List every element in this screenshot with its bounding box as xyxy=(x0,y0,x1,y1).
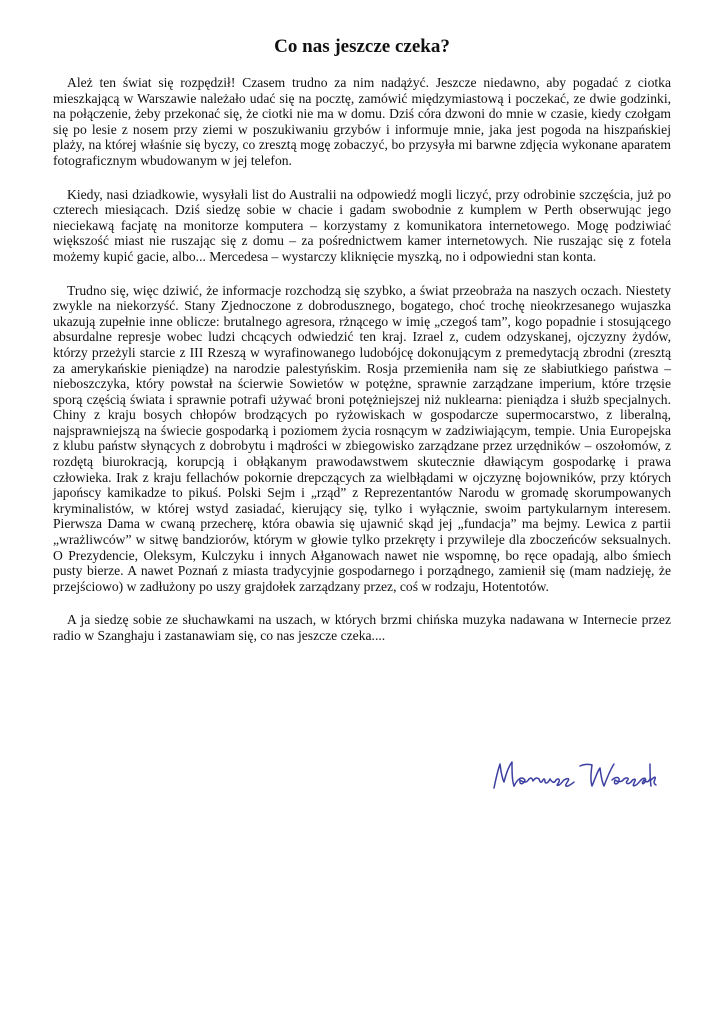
paragraph-1: Ależ ten świat się rozpędził! Czasem trudno za nim nadążyć. Jeszcze niedawno, aby pogadać z ciotka mieszkającą w Warszawie należało udać się na pocztę, zamówić międzymiastową i poczekać, ze dwie godzinki, na połączenie, żeby przekonać się, że ciotki nie ma w domu. Dziś córa dzwoni do mnie w czasie, kiedy czołgam się po lesie z nosem przy ziemi w poszukiwaniu grzybów i informuje mnie, jaka jest pogoda na hiszpańskiej plaży, na której właśnie się byczy, co zresztą mogę zobaczyć, bo przysyła mi barwne zdjęcia wykonane aparatem fotograficznym wbudowanym w jej telefon. xyxy=(53,75,671,168)
document-body xyxy=(53,75,671,662)
handwritten-signature xyxy=(488,752,658,800)
paragraph-2: Kiedy, nasi dziadkowie, wysyłali list do Australii na odpowiedź mogli liczyć, przy odrobinie szczęścia, już po czterech miesiącach. Dziś siedzę sobie w chacie i gadam swobodnie z kumplem w Perth obserwując jego nieciekawą facjatę na monitorze komputera – korzystamy z komunikatora internetowego. Mogę podziwiać większość miast nie ruszając się z domu – za pośrednictwem kamer internetowych. Nie ruszając się z fotela możemy kupić gacie, albo... Mercedesa – wystarczy kliknięcie myszką, no i odpowiedni stan konta. xyxy=(53,186,671,264)
paragraph-4: A ja siedzę sobie ze słuchawkami na uszach, w których brzmi chińska muzyka nadawana w Internecie przez radio w Szanghaju i zastanawiam się, co nas jeszcze czeka.... xyxy=(53,612,671,643)
paragraph-3: Trudno się, więc dziwić, że informacje rozchodzą się szybko, a świat przeobraża na naszych oczach. Niestety zwykle na niekorzyść. Stany Zjednoczone z dobrodusznego, bogatego, choć trochę nieokrzesanego wujaszka ukazują zupełnie inne oblicze: brutalnego agresora, rżnącego w imię „czegoś tam”, kogo popadnie i stosującego absurdalne represje wobec ludzi chcących odwiedzić ten kraj. Izrael z, cudem odzyskanej, ojczyzny żydów, którzy przeżyli starcie z III Rzeszą w wyrafinowanego ludobójcę dokonującym z premedytacją zbrodni (zresztą za amerykańskie pieniądze) na narodzie palestyńskim. Rosja przemieniła nam się ze słabiutkiego państwa – nieboszczyka, który powstał na ścierwie Sowietów w potężne, sprawnie zarządzane imperium, które trzęsie sporą częścią świata i sprawnie potrafi używać broni potężniejszej niż nuklearna: pieniądza i służb specjalnych. Chiny z kraju bosych chłopów brodzących po ryżowiskach w gospodarcze supermocarstwo, z liberalną, najsprawniejszą na świecie gospodarką i poziomem życia rosnącym w zadziwiającym, tempie. Unia Europejska z klubu państw słynących z dobrobytu i mądrości w zbiegowisko zarządzane przez urzędników – oszołomów, z rozdętą biurokracją, korupcją i obłąkanym prawodawstwem skutecznie dławiącym gospodarkę i prawa człowieka. Irak z kraju fellachów pokornie drepczących za wielbłądami w ojczyznę bojowników, przy których japońscy kamikadze to pikuś. Polski Sejm i „rząd” z Reprezentantów Narodu w gromadę skorumpowanych kryminalistów, w której wstyd zasiadać, kierujący się, tylko i wyłącznie, swoim partykularnym interesem. Pierwsza Dama w cwaną przecherę, która obawia się ujawnić skąd jej „fundacja” ma bejmy. Lewica z partii „wrażliwców” w sitwę bandziorów, którym w głowie tylko przekręty i przywileje dla zboczeńców seksualnych. O Prezydencie, Oleksym, Kulczyku i innych Ałganowach nawet nie wspomnę, bo ręce opadają, albo śmiech pusty bierze. A nawet Poznań z miasta tradycyjnie gospodarnego i porządnego, zamienił się (mam nadzieję, że przejściowo) w zadłużony po uszy grajdołek zarządzany przez, coś w rodzaju, Hotentotów. xyxy=(53,282,671,594)
document-title: Co nas jeszcze czeka? xyxy=(274,36,450,57)
